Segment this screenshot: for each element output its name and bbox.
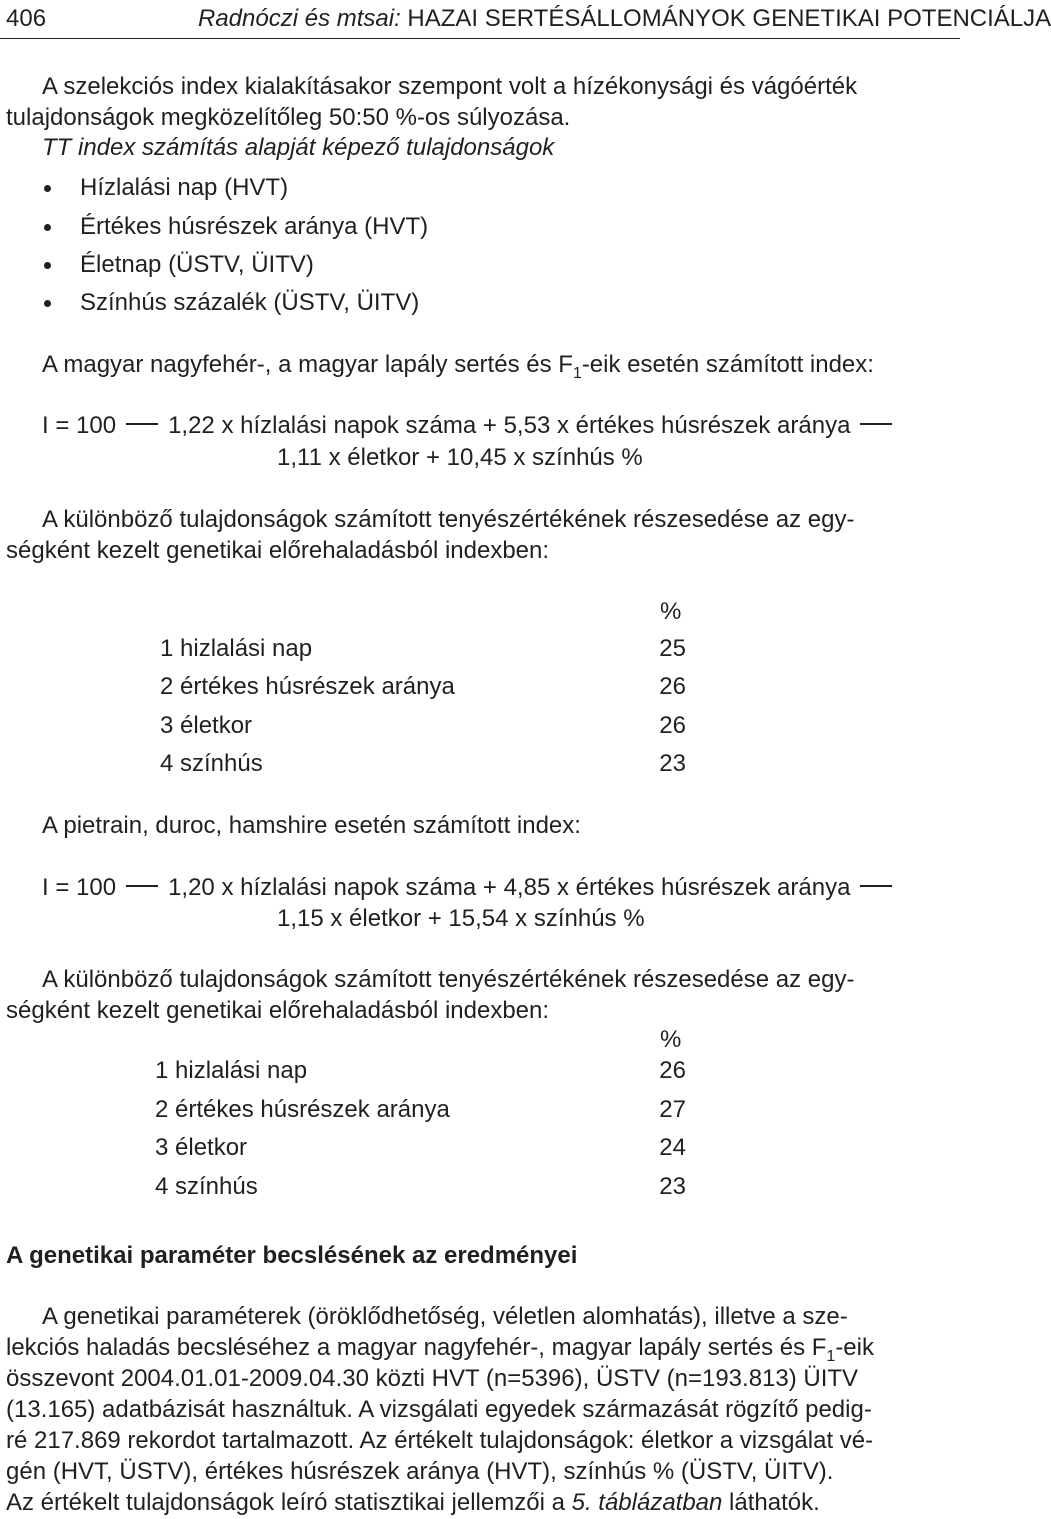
results-line-6: gén (HVT, ÜSTV), értékes húsrészek aránya (HVT), színhús % (ÜSTV, ÜITV). (6, 1458, 834, 1485)
intro-line-2: tulajdonságok megközelítőleg 50:50 %-os súlyozása. (6, 104, 571, 131)
section2-formula-line-1 (42, 873, 902, 903)
page-number: 406 (6, 5, 47, 32)
section1-contrib-line-2: ségként kezelt genetikai előrehaladásból indexben: (6, 537, 550, 564)
results-line-2-text: lekciós haladás becsléséhez a magyar nagyfehér-, magyar lapály sertés és F (6, 1334, 827, 1361)
section1-intro (42, 350, 874, 380)
subscript: 1 (572, 365, 582, 382)
results-line-4: (13.165) adatbázisát használtuk. A vizsgálati egyedek származását rögzítő pedig- (6, 1396, 872, 1423)
tt-index-item: Színhús százalék (ÜSTV, ÜITV) (80, 289, 420, 316)
section2-row-value: 27 (659, 1096, 686, 1123)
section1-row-label: 4 színhús (160, 750, 263, 777)
results-line-3: összevont 2004.01.01-2009.04.30 közti HVT (n=5396), ÜSTV (n=193.813) ÜITV (6, 1365, 859, 1392)
section1-row-label: 3 életkor (160, 712, 253, 739)
bullet-icon (44, 185, 51, 192)
minus-dash (126, 423, 158, 425)
header-rule (0, 38, 960, 39)
bullet-icon (44, 224, 51, 231)
section1-row-label: 1 hizlalási nap (160, 635, 313, 662)
results-line-2-text-end: -eik (835, 1334, 874, 1361)
results-line-2 (6, 1333, 874, 1363)
section1-row-value: 26 (659, 712, 686, 739)
minus-dash (860, 885, 892, 887)
section1-row-label: 2 értékes húsrészek aránya (160, 673, 455, 700)
section2-row-label: 1 hizlalási nap (155, 1057, 308, 1084)
section1-formula-line-1 (42, 411, 902, 441)
header-authors: Radnóczi és mtsai: (198, 5, 401, 32)
section2-row-label: 3 életkor (155, 1134, 248, 1161)
section2-contrib-line-1: A különböző tulajdonságok számított tenyészértékének részesedése az egy- (42, 966, 855, 993)
section2-row-label: 2 értékes húsrészek aránya (155, 1096, 450, 1123)
section2-intro: A pietrain, duroc, hamshire esetén számított index: (42, 812, 581, 839)
section1-contrib-line-1: A különböző tulajdonságok számított tenyészértékének részesedése az egy- (42, 506, 855, 533)
section1-formula-line-2: 1,11 x életkor + 10,45 x színhús % (277, 444, 643, 471)
section2-row-value: 24 (659, 1134, 686, 1161)
section1-intro-text: A magyar nagyfehér-, a magyar lapály sertés és F (42, 351, 573, 378)
section1-row-value: 25 (659, 635, 686, 662)
section1-row-value: 23 (659, 750, 686, 777)
section2-row-value: 26 (659, 1057, 686, 1084)
bullet-icon (44, 300, 51, 307)
section2-contrib-line-2: ségként kezelt genetikai előrehaladásból indexben: (6, 997, 550, 1024)
subscript: 1 (826, 1348, 836, 1365)
results-line-7 (6, 1488, 820, 1518)
tt-index-item: Életnap (ÜSTV, ÜITV) (80, 251, 314, 278)
section2-formula-line-2: 1,15 x életkor + 15,54 x színhús % (277, 905, 645, 932)
section2-row-label: 4 színhús (155, 1173, 258, 1200)
formula-rhs: 1,20 x hízlalási napok száma + 4,85 x értékes húsrészek aránya (168, 874, 851, 901)
formula-lhs: I = 100 (42, 412, 117, 439)
section1-intro-text-end: -eik esetén számított index: (581, 351, 874, 378)
results-heading: A genetikai paraméter becslésének az eredményei (6, 1242, 578, 1269)
results-line-1: A genetikai paraméterek (öröklődhetőség, véletlen alomhatás), illetve a sze- (42, 1303, 848, 1330)
section1-row-value: 26 (659, 673, 686, 700)
section1-percent-header: % (660, 598, 682, 625)
tt-index-heading: TT index számítás alapját képező tulajdonságok (42, 134, 555, 161)
tt-index-item: Hízlalási nap (HVT) (80, 174, 289, 201)
section2-row-value: 23 (659, 1173, 686, 1200)
running-header (198, 4, 1051, 34)
minus-dash (860, 423, 892, 425)
formula-rhs: 1,22 x hízlalási napok száma + 5,53 x értékes húsrészek aránya (168, 412, 851, 439)
formula-lhs: I = 100 (42, 874, 117, 901)
intro-line-1: A szelekciós index kialakításakor szempont volt a hízékonysági és vágóérték (42, 73, 858, 100)
bullet-icon (44, 262, 51, 269)
table-reference: 5. táblázatban (571, 1489, 723, 1516)
header-title: HAZAI SERTÉSÁLLOMÁNYOK GENETIKAI POTENCIÁLJA (407, 5, 1051, 32)
results-line-7-text: Az értékelt tulajdonságok leíró statisztikai jellemzői a (6, 1489, 572, 1516)
results-line-7-text-end: láthatók. (722, 1489, 820, 1516)
results-line-5: ré 217.869 rekordot tartalmazott. Az értékelt tulajdonságok: életkor a vizsgálat vé- (6, 1427, 874, 1454)
section2-percent-header: % (660, 1026, 682, 1053)
minus-dash (126, 885, 158, 887)
tt-index-item: Értékes húsrészek aránya (HVT) (80, 213, 429, 240)
